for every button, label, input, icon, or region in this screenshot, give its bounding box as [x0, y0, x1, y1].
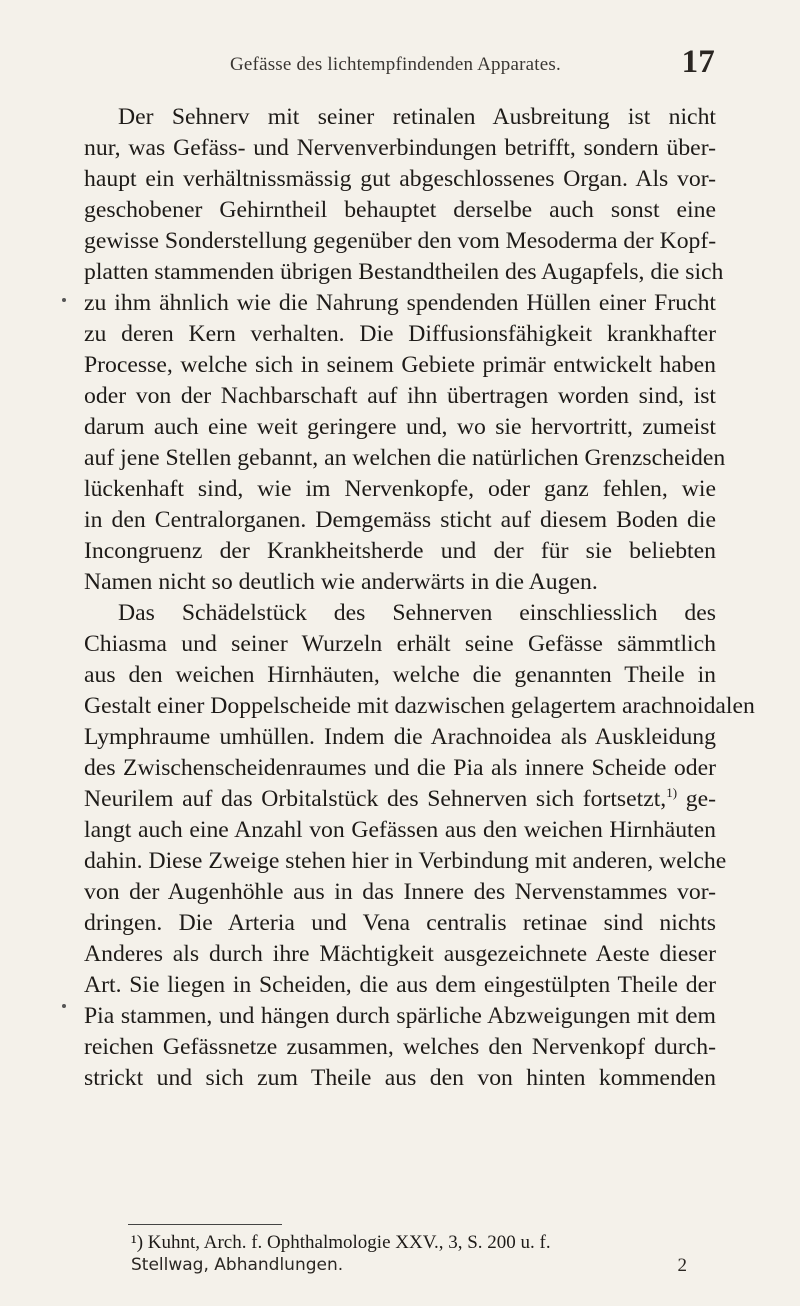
text-line: platten stammenden übrigen Bestandtheilen des Augapfels, die sich: [84, 259, 724, 285]
text-line-with-footnote: [84, 784, 716, 815]
text-line: oder von der Nachbarschaft auf ihn übertragen worden sind, ist: [84, 383, 716, 409]
text-line: Pia stammen, und hängen durch spärliche Abzweigungen mit dem: [84, 1003, 716, 1029]
text-line: Chiasma und seiner Wurzeln erhält seine Gefässe sämmtlich: [84, 631, 716, 657]
text-line: Lymphraume umhüllen. Indem die Arachnoidea als Auskleidung: [84, 724, 716, 750]
body-text: [84, 102, 755, 1094]
footnote: [131, 1232, 691, 1254]
text-line: nur, was Gefäss- und Nervenverbindungen betrifft, sondern über-: [84, 135, 716, 161]
footnote-divider: [128, 1224, 282, 1225]
signature-mark: 2: [677, 1255, 687, 1276]
running-title: Gefässe des lichtempfindenden Apparates.: [230, 54, 561, 75]
text-line: Incongruenz der Krankheitsherde und der für sie beliebten: [84, 538, 716, 564]
text-line: von der Augenhöhle aus in das Innere des Nervenstammes vor-: [84, 879, 716, 905]
footer-author: Stellwag, Abhandlungen.: [131, 1255, 344, 1275]
print-speck: [62, 1004, 66, 1008]
text-line: Das Schädelstück des Sehnerven einschliesslich des: [118, 600, 716, 626]
page-footer: [131, 1255, 687, 1275]
text-line: Gestalt einer Doppelscheide mit dazwischen gelagertem arachnoidalen: [84, 693, 755, 719]
footnote-marker: ¹): [131, 1232, 144, 1253]
text-line: Der Sehnerv mit seiner retinalen Ausbreitung ist nicht: [118, 104, 716, 130]
text-line-main: Neurilem auf das Orbitalstück des Sehnerven sich fortsetzt,: [84, 786, 667, 812]
text-line: zu ihm ähnlich wie die Nahrung spendenden Hüllen einer Frucht: [84, 290, 716, 316]
text-line: auf jene Stellen gebannt, an welchen die natürlichen Grenzscheiden: [84, 445, 726, 471]
print-speck: [62, 298, 66, 302]
text-line: reichen Gefässnetze zusammen, welches den Nervenkopf durch-: [84, 1034, 716, 1060]
text-line: des Zwischenscheidenraumes und die Pia als innere Scheide oder: [84, 755, 716, 781]
text-line: Processe, welche sich in seinem Gebiete primär entwickelt haben: [84, 352, 716, 378]
text-line: gewisse Sonderstellung gegenüber den vom Mesoderma der Kopf-: [84, 228, 717, 254]
text-line: darum auch eine weit geringere und, wo sie hervortritt, zumeist: [84, 414, 716, 440]
text-line: haupt ein verhältnissmässig gut abgeschlossenes Organ. Als vor-: [84, 166, 716, 192]
text-line: geschobener Gehirntheil behauptet derselbe auch sonst eine: [84, 197, 716, 223]
text-line: strickt und sich zum Theile aus den von hinten kommenden: [84, 1065, 716, 1091]
text-line: aus den weichen Hirnhäuten, welche die genannten Theile in: [84, 662, 716, 688]
text-line: Anderes als durch ihre Mächtigkeit ausgezeichnete Aeste dieser: [84, 941, 716, 967]
text-line: lückenhaft sind, wie im Nervenkopfe, oder ganz fehlen, wie: [84, 476, 716, 502]
text-line: Namen nicht so deutlich wie anderwärts in die Augen.: [84, 569, 598, 595]
text-line: langt auch eine Anzahl von Gefässen aus den weichen Hirnhäuten: [84, 817, 716, 843]
text-line: Art. Sie liegen in Scheiden, die aus dem eingestülpten Theile der: [84, 972, 716, 998]
footnote-reference[interactable]: 1): [666, 785, 678, 801]
text-line-tail: ge-: [677, 786, 716, 812]
text-line: in den Centralorganen. Demgemäss sticht auf diesem Boden die: [84, 507, 716, 533]
page-number: 17: [681, 44, 715, 80]
footnote-text: Kuhnt, Arch. f. Ophthalmologie XXV., 3, S. 200 u. f.: [147, 1232, 551, 1253]
text-line: dahin. Diese Zweige stehen hier in Verbindung mit anderen, welche: [84, 848, 727, 874]
text-line: dringen. Die Arteria und Vena centralis retinae sind nichts: [84, 910, 716, 936]
text-line: zu deren Kern verhalten. Die Diffusionsfähigkeit krankhafter: [84, 321, 716, 347]
